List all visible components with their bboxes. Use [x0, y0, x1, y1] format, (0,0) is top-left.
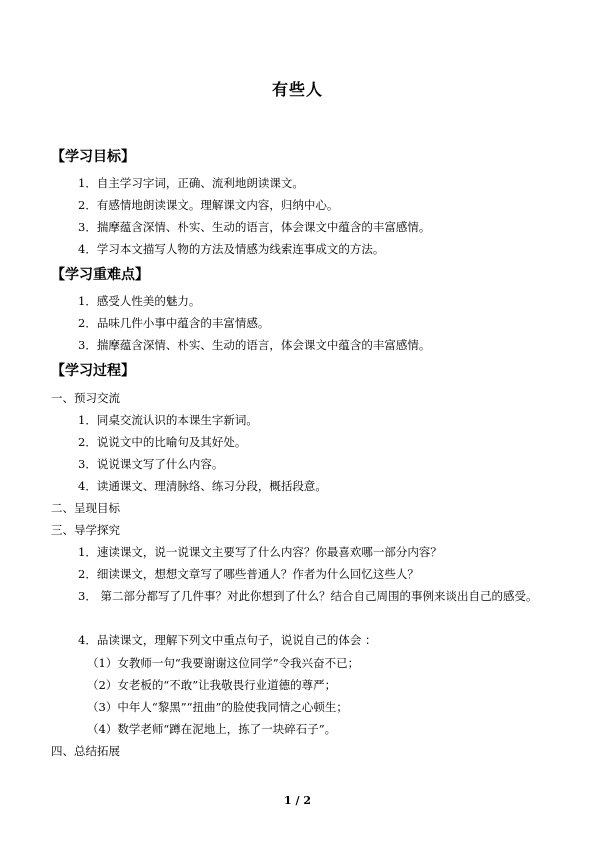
- page-title: 有些人: [271, 80, 323, 99]
- section-heading-process: 【学习过程】: [51, 363, 135, 379]
- process-part-title: 二、呈现目标: [51, 501, 120, 515]
- goal-item: 1．自主学习字词，正确、流利地朗读课文。: [78, 176, 304, 190]
- process-part-title: 一、预习交流: [51, 391, 120, 405]
- section-heading-key-points: 【学习重难点】: [51, 267, 149, 283]
- process-item: 4．读通课文、理清脉络、练习分段，概括段意。: [78, 479, 327, 493]
- process-item: 2．说说文中的比喻句及其好处。: [78, 435, 247, 449]
- key-sentence: （3）中年人“黎黑”“扭曲”的脸使我同情之心顿生；: [87, 700, 348, 714]
- process-item: 3．说说课文写了什么内容。: [78, 457, 224, 471]
- goal-item: 4．学习本文描写人物的方法及情感为线索连事成文的方法。: [78, 242, 385, 256]
- process-item: 1．速读课文，说一说课文主要写了什么内容？你最喜欢哪一部分内容？: [78, 545, 442, 559]
- key-point-item: 3．揣摩蕴含深情、朴实、生动的语言，体会课文中蕴含的丰富感情。: [78, 338, 431, 352]
- key-point-item: 1．感受人性美的魅力。: [78, 294, 201, 308]
- page-number: 1 / 2: [284, 794, 311, 807]
- process-part-title: 三、导学探究: [51, 523, 120, 537]
- section-heading-goals: 【学习目标】: [51, 149, 135, 165]
- process-item: 2．细读课文，想想文章写了哪些普通人？作者为什么回忆这些人？: [78, 567, 419, 581]
- goal-item: 2．有感情地朗读课文。理解课文内容，归纳中心。: [78, 198, 339, 212]
- process-part-title: 四、总结拓展: [51, 744, 120, 758]
- key-point-item: 2．品味几件小事中蕴含的丰富情感。: [78, 316, 270, 330]
- goal-item: 3．揣摩蕴含深情、朴实、生动的语言，体会课文中蕴含的丰富感情。: [78, 220, 431, 234]
- process-item-wrapped: 3． 第二部分都写了几件事？对此你想到了什么？结合自己周围的事例来谈出自己的感受。: [78, 589, 538, 603]
- key-sentence: （1）女教师一句“我要谢谢这位同学”令我兴奋不已；: [87, 656, 360, 670]
- process-item: 4．品读课文，理解下列文中重点句子，说说自己的体会 ：: [78, 633, 377, 647]
- key-sentence: （4）数学老师“蹲在泥地上，拣了一块碎石子”。: [87, 722, 337, 736]
- process-item: 1．同桌交流认识的本课生字新词。: [78, 413, 258, 427]
- key-sentence: （2）女老板的“不敢”让我敬畏行业道德的尊严；: [87, 678, 337, 692]
